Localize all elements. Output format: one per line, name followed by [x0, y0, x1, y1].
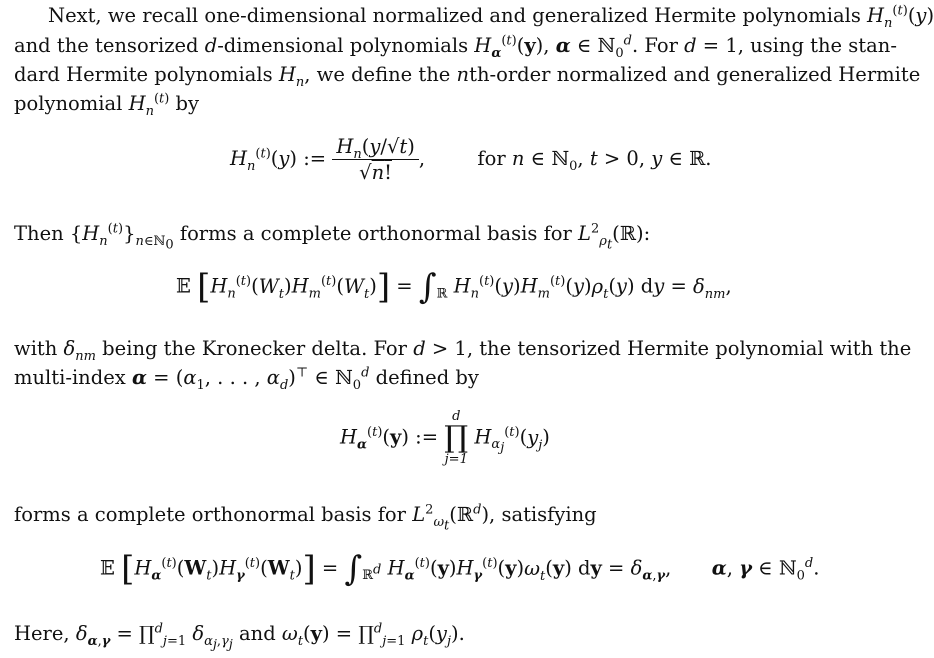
- para2-line: Then $\{H_n^{(t)}\}_{n\in ℕ_0}$ forms a complete orthonormal basis for $L^2_{\rho_t}(ℝ)$:: [14, 221, 651, 253]
- product-operator: d ∏ j=1: [444, 409, 469, 467]
- equation-hermite-definition: $H_n^{(t)}(y)$ := $\frac{H_n(y/√t)}{√n!}$ , for n ∈ ℕ$_0$, t > 0, y ∈ ℝ.: [230, 135, 712, 184]
- para1-line4: polynomial $H_n^{(t)}$ by: [14, 91, 200, 119]
- equation-orthonormality-multi: 𝔼 $[H_\alpha^{(t)}(W_t)H_\gamma^{(t)}(W_t)] = \int_{ℝ^d}$ $H_\alpha^{(t)}(y)H_\gamma^{(t)}(y)\omega_t(y)$ dy = $\delta_{\alpha,\gamma}$, α, γ ∈ ℕ$_0^d$.: [100, 549, 820, 589]
- hermite-fraction: $\frac{H_n(y/√t)}{√n!}$: [332, 135, 418, 184]
- para3-line1: with $\delta_{nm}$ being the Kronecker delta. For d > 1, the tensorized Hermite polynomial with the: [14, 337, 912, 364]
- para1-line2: and the tensorized d-dimensional polynomials $H_\alpha^{(t)}(y)$, α ∈ ℕ$_0^d$. For d = 1, using the stan-: [14, 33, 897, 61]
- para3-line2: multi-index $\alpha = (\alpha_1$, . . . , $\alpha_d)^⊤$ ∈ ℕ$_0^d$ defined by: [14, 365, 479, 393]
- equation-tensorized-hermite: $H_\alpha^{(t)}(y)$ := d ∏ j=1 $H_{\alpha_j}^{(t)}(y_j)$: [340, 409, 550, 467]
- para1-line1: Next, we recall one-dimensional normalized and generalized Hermite polynomials $H_n^{(t)}(y)$: [48, 3, 934, 31]
- para5-line: Here, $\delta_{\alpha,\gamma}$ = ∏$^d_{j=1}$ $\delta_{\alpha_j,\gamma_j}$ and $\omega_t(y)$ = ∏$^d_{j=1}$ $\rho_t(y_j)$.: [14, 621, 465, 653]
- equation-orthonormality-1d: 𝔼 $[H_n^{(t)}(W_t)H_m^{(t)}(W_t)] = \int_ℝ$ $H_n^{(t)}(y)H_m^{(t)}(y)\rho_t(y)$ dy = $\delta_{nm}$,: [176, 267, 732, 307]
- para1-line3: dard Hermite polynomials $H_n$, we define the nth-order normalized and generalized Hermite: [14, 63, 921, 90]
- para4-line: forms a complete orthonormal basis for $L^2_{\omega_t}(ℝ^d)$, satisfying: [14, 502, 597, 534]
